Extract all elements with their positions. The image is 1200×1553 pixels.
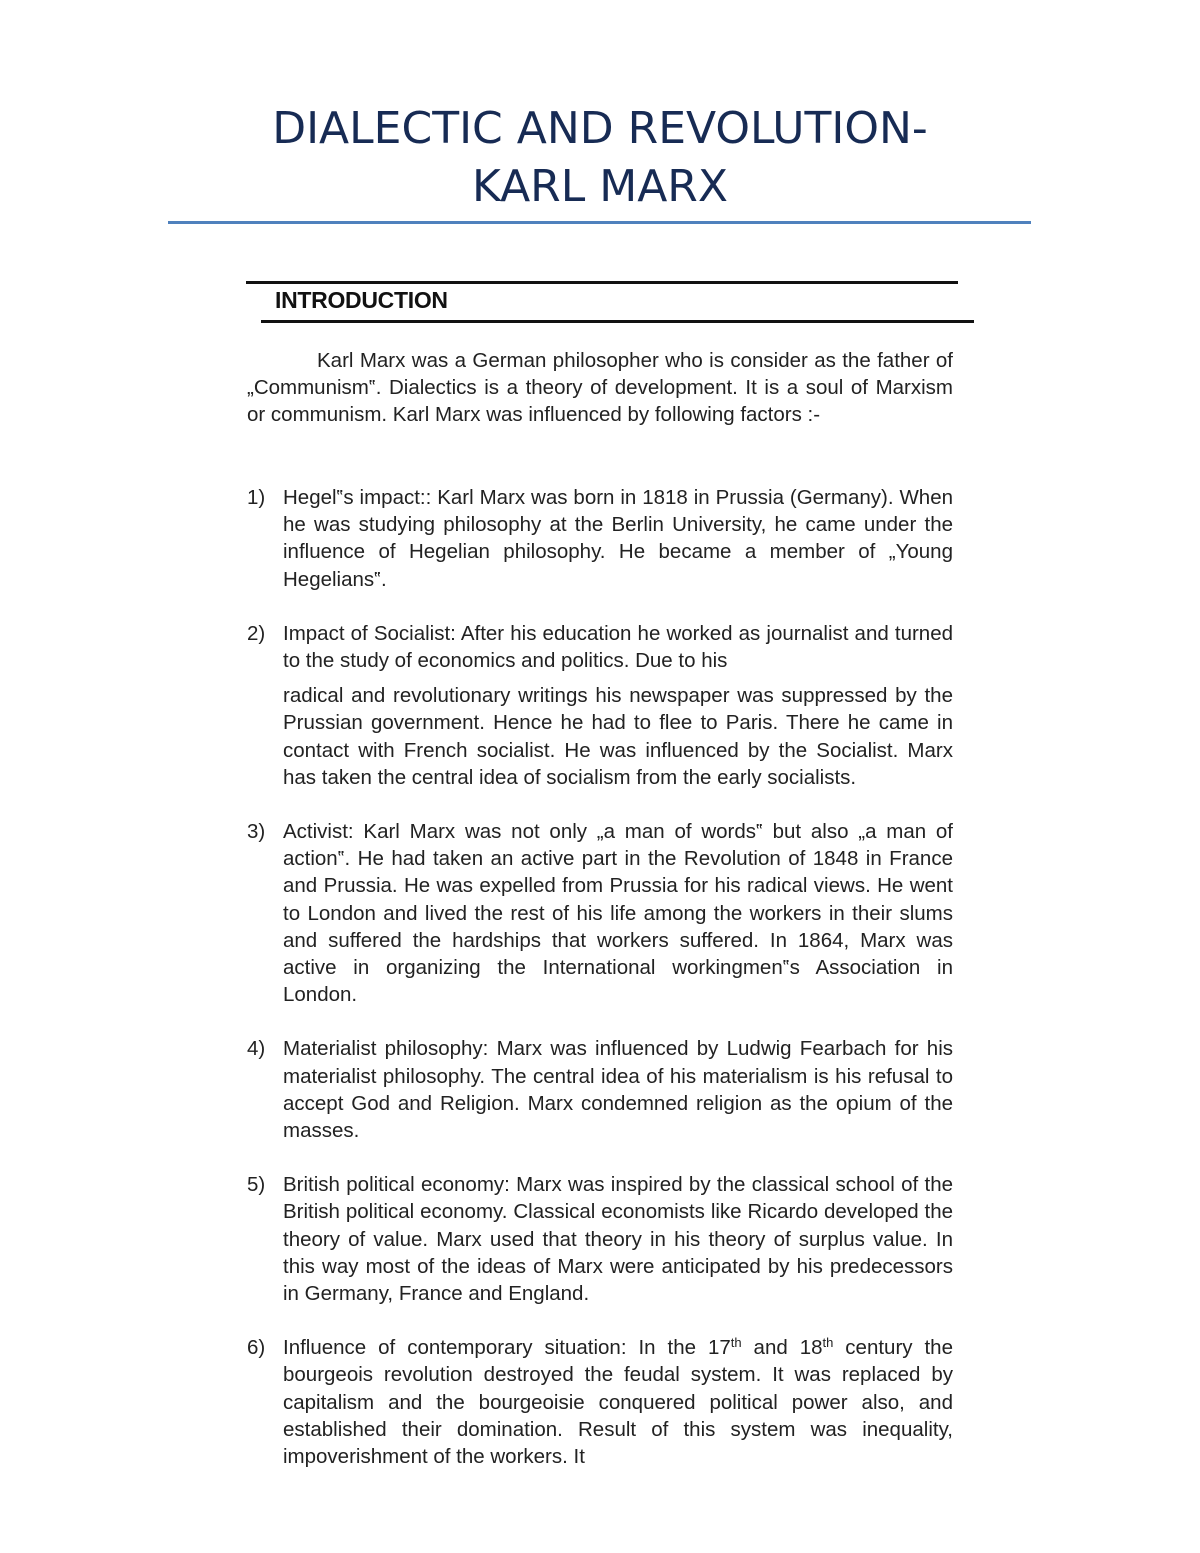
text-segment: Influence of contemporary situation: In the 17: [283, 1336, 731, 1360]
list-item: [247, 620, 953, 791]
list-text: Impact of Socialist: After his education he worked as journalist and turned to the study of economics and politics. Due to his: [283, 621, 953, 673]
list-item: [247, 818, 953, 1008]
list-item: [247, 1035, 953, 1144]
title-line-2: KARL MARX: [471, 161, 729, 212]
text-segment: century the bourgeois revolution destroyed the feudal system. It was replaced by capitalism and the bourgeoisie conquered political power also, and established their domination. Result of this system was inequality, impoverishment of the workers. It: [283, 1336, 953, 1469]
list-number: 1): [247, 486, 266, 509]
heading-bottom-rule: [261, 320, 974, 323]
list-number: 6): [247, 1336, 266, 1360]
list-item: [247, 484, 953, 593]
list-number: 3): [247, 820, 266, 844]
list-text-continued: radical and revolutionary writings his newspaper was suppressed by the Prussian government. Hence he had to flee to Paris. There he came in contact with French socialist. He was influenced by the Socialist. Marx has taken the central idea of socialism from the early socialists.: [283, 684, 953, 789]
list-number: 4): [247, 1037, 266, 1061]
factors-list: [247, 484, 953, 1470]
intro-paragraph: Karl Marx was a German philosopher who is consider as the father of „Communism‟. Dialectics is a theory of development. It is a soul of Marxism or communism. Karl Marx was influenced by following factors :-: [247, 349, 953, 427]
list-text: British political economy: Marx was inspired by the classical school of the British political economy. Classical economists like Ricardo developed the theory of value. Marx used that theory in his theory of surplus value. In this way most of the ideas of Marx were anticipated by his predecessors in Germany, France and England.: [283, 1173, 953, 1306]
document-title: [170, 100, 1030, 216]
text-segment: and 18: [741, 1336, 823, 1360]
superscript: th: [822, 1335, 834, 1351]
list-text: Activist: Karl Marx was not only „a man of words‟ but also „a man of action‟. He had taken an active part in the Revolution of 1848 in France and Prussia. He was expelled from Prussia for his radical views. He went to London and lived the rest of his life among the workers in their slums and suffered the hardships that workers suffered. In 1864, Marx was active in organizing the International workingmen‟s Association in London.: [283, 820, 953, 1007]
list-spacer: [247, 1307, 953, 1334]
section-heading: INTRODUCTION: [275, 287, 448, 313]
list-number: 5): [247, 1173, 266, 1197]
heading-top-rule: [246, 281, 958, 284]
title-divider: [168, 221, 1031, 224]
list-number: 2): [247, 621, 266, 645]
list-text: [283, 1334, 953, 1470]
list-spacer: [247, 1144, 953, 1171]
list-spacer: [247, 791, 953, 818]
list-text: Hegel‟s impact:: Karl Marx was born in 1818 in Prussia (Germany). When he was studying philosophy at the Berlin University, he came under the influence of Hegelian philosophy. He became a member of „Young Hegelians‟.: [283, 486, 953, 591]
superscript: th: [730, 1335, 742, 1351]
list-spacer: [247, 593, 953, 620]
title-line-1: DIALECTIC AND REVOLUTION-: [272, 103, 928, 154]
list-item: [247, 1334, 953, 1470]
list-spacer: [247, 1008, 953, 1035]
list-item: [247, 1171, 953, 1307]
list-text: Materialist philosophy: Marx was influenced by Ludwig Fearbach for his materialist philosophy. The central idea of his materialism is his refusal to accept God and Religion. Marx condemned religion as the opium of the masses.: [283, 1037, 953, 1143]
